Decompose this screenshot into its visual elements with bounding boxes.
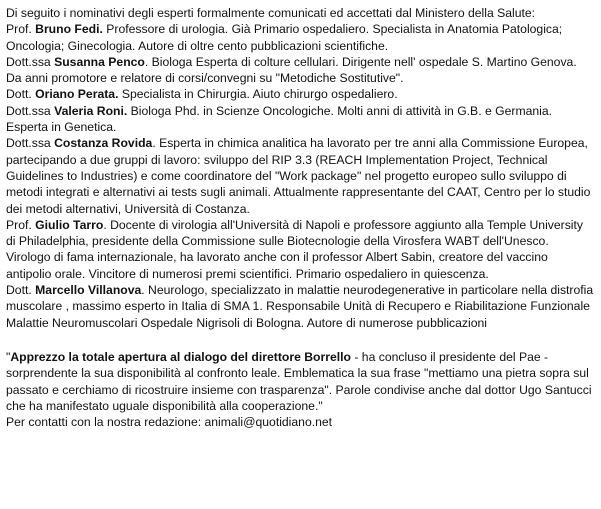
expert-bio: . Biologa Esperta di colture cellulari. Dirigente nell' ospedale S. Martino Genova. Da anni promotore e relatore di corsi/convegni su "Metodiche Sostitutive". xyxy=(6,54,577,86)
expert-name: Susanna Penco xyxy=(54,54,145,69)
expert-bio: Specialista in Chirurgia. Aiuto chirurgo ospedaliero. xyxy=(121,87,398,102)
intro-paragraph: Di seguito i nominativi degli esperti formalmente comunicati ed accettati dal Ministero della Salute: xyxy=(6,6,536,20)
expert-title: Dott. xyxy=(6,283,32,298)
expert-bio: Biologa Phd. in Scienze Oncologiche. Molti anni di attività in G.B. e Germania. Esperta in Genetica. xyxy=(6,103,553,135)
expert-entry xyxy=(6,86,595,102)
expert-title: Prof. xyxy=(6,22,32,37)
quote-open-mark: " xyxy=(6,349,11,364)
expert-entry xyxy=(6,282,595,331)
expert-entry xyxy=(6,54,595,87)
expert-name: Bruno Fedi. xyxy=(35,22,103,37)
expert-bio: . Esperta in chimica analitica ha lavorato per tre anni alla Commissione Europea, partecipando a due gruppi di lavoro: sviluppo del RIP 3.3 (REACH Implementation Project, Technical Guidelines to Industries) e come coordinatore del "Work package" nel progetto europeo sullo sviluppo di metodi integrati e alternativi ai tests sugli animali. Attualmente rappresentante del CAAT, Centro per lo studio dei metodi alternativi, Università di Costanza. xyxy=(6,136,591,216)
quote-highlight: Apprezzo la totale apertura al dialogo del direttore Borrello xyxy=(10,349,351,364)
expert-name: Costanza Rovida xyxy=(54,136,153,151)
expert-entry xyxy=(6,21,595,54)
expert-entry xyxy=(6,217,595,282)
expert-name: Giulio Tarro xyxy=(35,217,104,232)
expert-name: Valeria Roni. xyxy=(54,103,128,118)
expert-bio: Professore di urologia. Già Primario ospedaliero. Specialista in Anatomia Patologica; Oncologia; Ginecologia. Autore di oltre cento pubblicazioni scientifiche. xyxy=(6,22,563,53)
expert-entry xyxy=(6,103,595,136)
quote-text: - ha concluso il presidente del Pae - sorprendente la sua disponibilità al confronto leale. Emblematica la sua frase "mettiamo una pietra sopra sul passato e cerchiamo di ricostruire insieme con trasparenza". Parole condivise anche dal dottor Ugo Santucci che ha manifestato uguale disponibilità alla cooperazione." xyxy=(6,349,592,413)
expert-title: Dott. xyxy=(6,87,32,102)
contact-line: Per contatti con la nostra redazione: animali@quotidiano.net xyxy=(6,415,333,430)
quote-paragraph xyxy=(6,349,595,414)
expert-title: Dott.ssa xyxy=(6,103,51,118)
expert-title: Dott.ssa xyxy=(6,136,51,151)
expert-title: Prof. xyxy=(6,217,32,232)
expert-list xyxy=(6,21,595,331)
expert-bio: . Docente di virologia all'Università di Napoli e professore aggiunto alla Temple University di Philadelphia, presidente della Commissione sulle Biotecnologie della Virosfera WABT dell'Unesco. Virologo di fama internazionale, ha lavorato anche con il professor Albert Sabin, creatore del vaccino antipolio orale. Vincitore di numerosi premi scientifici. Primario ospedaliero in quiescenza. xyxy=(6,217,583,281)
expert-name: Marcello Villanova xyxy=(35,283,142,298)
expert-name: Oriano Perata. xyxy=(35,87,119,102)
paragraph-spacer xyxy=(6,331,595,349)
expert-entry xyxy=(6,135,595,216)
expert-title: Dott.ssa xyxy=(6,54,51,69)
expert-bio: . Neurologo, specializzato in malattie neurodegenerative in particolare nella distrofia muscolare , massimo esperto in Italia di SMA 1. Responsabile Unità di Recupero e Riabilitazione Funzionale Malattie Neuromuscolari Ospedale Nigrisoli di Bologna. Autore di numerose pubblicazioni xyxy=(6,283,594,330)
